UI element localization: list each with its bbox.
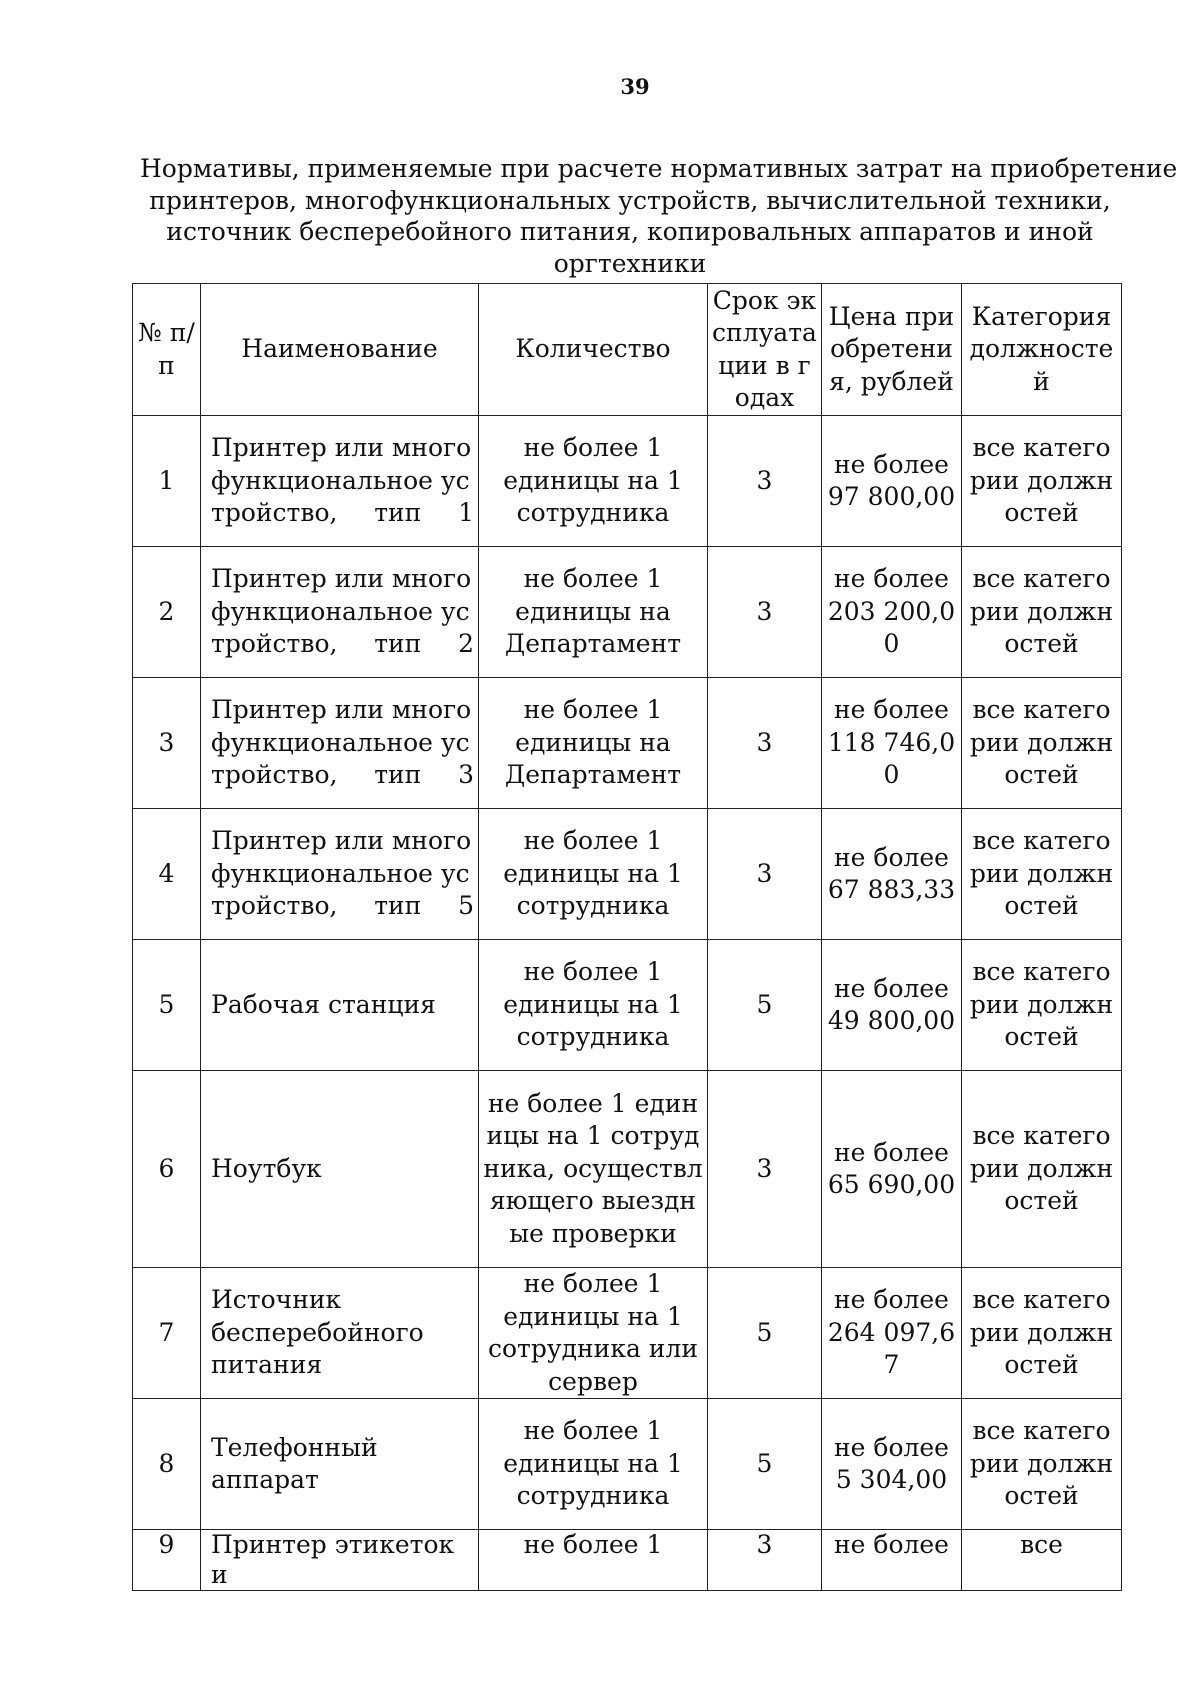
table-row [133,1268,1122,1399]
cell-name: Принтер или многофункциональное устройство, тип 5 [201,809,479,940]
cell-num: 9 [133,1530,201,1591]
cell-name: Рабочая станция [201,940,479,1071]
cell-price: не более 67 883,33 [822,809,962,940]
cell-price: не более 5 304,00 [822,1399,962,1530]
document-title [140,153,1178,279]
cell-qty: не более 1 единицы на 1 сотрудника [479,1399,708,1530]
table-row [133,940,1122,1071]
cell-price: не более 203 200,00 [822,547,962,678]
cell-num: 1 [133,416,201,547]
table-row [133,678,1122,809]
cell-num: 6 [133,1071,201,1268]
table-row [133,416,1122,547]
cell-category: все категории должностей [962,809,1122,940]
cell-price: не более 264 097,67 [822,1268,962,1399]
cell-category: все категории должностей [962,547,1122,678]
cell-category: все категории должностей [962,416,1122,547]
cell-price: не более 65 690,00 [822,1071,962,1268]
cell-price: не более 118 746,00 [822,678,962,809]
cell-qty: не более 1 единицы на 1 сотрудника или сервер [479,1268,708,1399]
cell-qty: не более 1 единицы на Департамент [479,678,708,809]
cell-qty: не более 1 [479,1530,708,1591]
header-qty: Количество [479,284,708,416]
header-name: Наименование [201,284,479,416]
cell-price: не более 97 800,00 [822,416,962,547]
table-row [133,1399,1122,1530]
cell-qty: не более 1 единицы на 1 сотрудника, осуществляющего выездные проверки [479,1071,708,1268]
title-line: принтеров, многофункциональных устройств, вычислительной техники, [149,185,1111,215]
table-header-row [133,284,1122,416]
cell-name: Ноутбук [201,1071,479,1268]
cell-name: Принтер или многофункциональное устройство, тип 2 [201,547,479,678]
header-category: Категория должностей [962,284,1122,416]
cell-price: не более 49 800,00 [822,940,962,1071]
cell-num: 4 [133,809,201,940]
cell-category: все категории должностей [962,1399,1122,1530]
cell-num: 3 [133,678,201,809]
cell-term: 3 [708,547,822,678]
table-row [133,1071,1122,1268]
cell-name: Принтер или многофункциональное устройство, тип 1 [201,416,479,547]
cell-term: 3 [708,1071,822,1268]
cell-category: все категории должностей [962,678,1122,809]
header-term: Срок эксплуатации в годах [708,284,822,416]
cell-term: 3 [708,678,822,809]
title-line: оргтехники [553,248,707,278]
cell-name: Источник бесперебойного питания [201,1268,479,1399]
cell-category: все категории должностей [962,940,1122,1071]
cell-qty: не более 1 единицы на 1 сотрудника [479,940,708,1071]
cell-num: 5 [133,940,201,1071]
cell-category: все категории должностей [962,1268,1122,1399]
cell-qty: не более 1 единицы на Департамент [479,547,708,678]
cell-num: 7 [133,1268,201,1399]
cell-num: 2 [133,547,201,678]
table-row [133,1530,1122,1591]
cell-term: 5 [708,1399,822,1530]
cell-name: Телефонный аппарат [201,1399,479,1530]
cell-term: 3 [708,416,822,547]
cell-category: все [962,1530,1122,1591]
cell-term: 5 [708,1268,822,1399]
cell-term: 3 [708,1530,822,1591]
cell-qty: не более 1 единицы на 1 сотрудника [479,416,708,547]
cell-qty: не более 1 единицы на 1 сотрудника [479,809,708,940]
header-num: № п/п [133,284,201,416]
cell-term: 3 [708,809,822,940]
cell-price: не более [822,1530,962,1591]
title-line: источник бесперебойного питания, копировальных аппаратов и иной [166,217,1094,246]
norms-table [132,283,1122,1591]
cell-name: Принтер этикеток и [201,1530,479,1591]
cell-num: 8 [133,1399,201,1530]
cell-category: все категории должностей [962,1071,1122,1268]
header-price: Цена приобретения, рублей [822,284,962,416]
cell-name: Принтер или многофункциональное устройство, тип 3 [201,678,479,809]
title-line: Нормативы, применяемые при расчете нормативных затрат на приобретение [140,154,1178,183]
page-number: 39 [620,74,650,99]
cell-term: 5 [708,940,822,1071]
table-row [133,809,1122,940]
table-row [133,547,1122,678]
